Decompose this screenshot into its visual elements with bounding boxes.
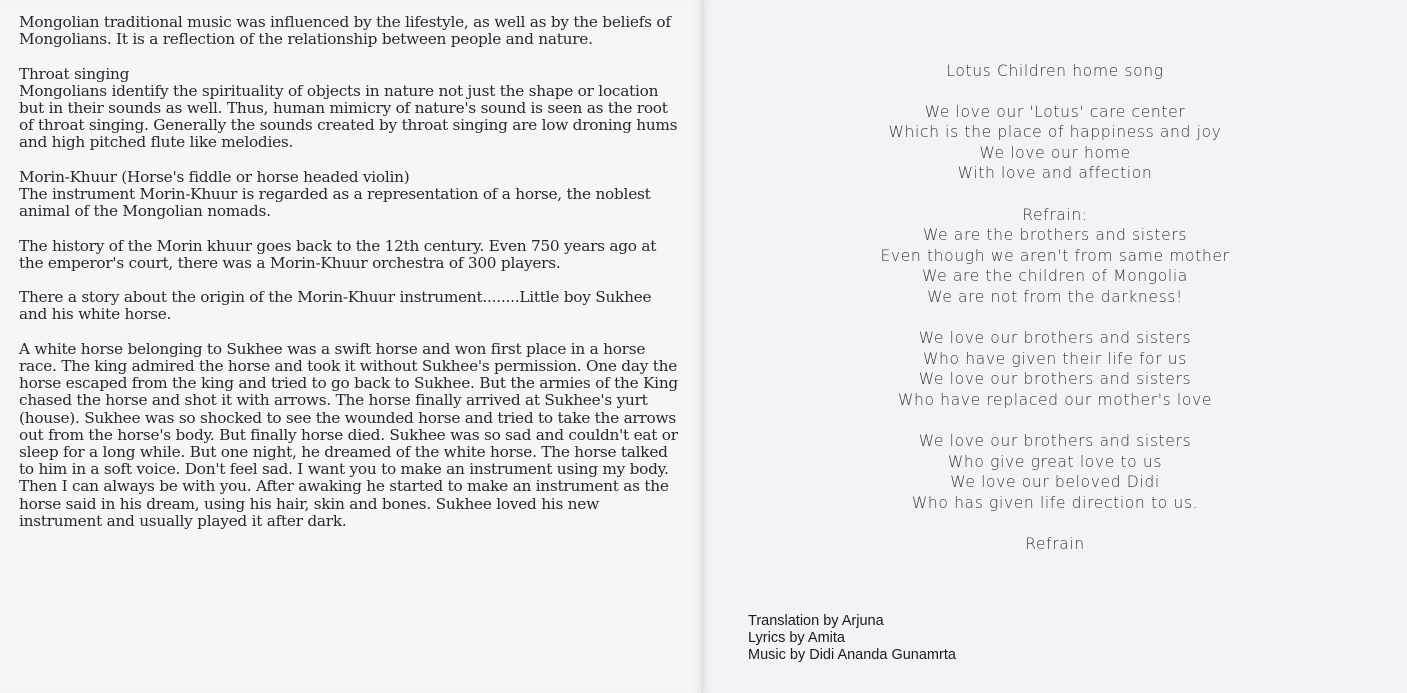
lyric-line: We love our brothers and sisters [918,432,1192,450]
lyric-line: We love our 'Lotus' care center [924,102,1186,121]
stanza-final-refrain [703,534,1407,555]
intro-paragraph: Mongolian traditional music was influenced by the lifestyle, as well as by the beliefs of Mongolians. It is a reflection of the relationship between people and nature. [19,13,671,49]
translation-credit: Translation by Arjuna [748,613,884,629]
morin-khuur-section [19,169,679,221]
lyric-line: Who have given their life for us [923,349,1187,368]
stanza-4 [703,431,1407,513]
left-page [0,0,703,693]
lyrics-credit: Lyrics by Amita [748,630,845,646]
stanza-refrain [703,205,1407,308]
throat-singing-section [19,66,679,152]
refrain-label: Refrain [1025,535,1085,553]
lyric-line: We are not from the darkness! [927,287,1183,306]
credits [748,613,956,664]
lyric-line: We are the brothers and sisters [922,226,1188,244]
lyric-line: Which is the place of happiness and joy [888,123,1222,141]
lyric-line: Who has given life direction to us. [911,493,1199,512]
right-page [703,0,1407,693]
story-paragraph: A white horse belonging to Sukhee was a swift horse and won first place in a horse race. The king admired the horse and took it without Sukhee's permission. One day the horse escaped from the king and tried to go back to Sukhee. But the armies of the King chased the horse and shot it with arrows. The horse finally arrived at Sukhee's yurt (house). Sukhee was so shocked to see the wounded horse and tried to take the arrows out from the horse's body. But finally horse died. Sukhee was so sad and couldn't eat or sleep for a long while. But one night, he dreamed of the white horse. The horse talked to him in a soft voice. Don't feel sad. I want you to make an instrument using my body. Then I can always be with you. After awaking he started to make an instrument as the horse said in his dream, using his hair, skin and bones. Sukhee loved his new instrument and usually played it after dark. [19,339,678,530]
lyric-line: We are the children of Mongolia [922,267,1188,285]
throat-singing-text: Mongolians identify the spirituality of objects in nature not just the shape or location but in their sounds as well. Thus, human mimicry of nature's sound is seen as the root of throat singing. Generally the sounds created by throat singing are low droning hums and high pitched flute like melodies. [19,81,678,152]
lyric-line: We love our home [979,143,1131,162]
refrain-label: Refrain: [1022,205,1088,224]
lyric-line: Who give great love to us [947,452,1163,471]
lyric-line: We love our brothers and sisters [918,370,1192,388]
history-text [19,14,679,547]
stanza-3 [703,328,1407,410]
history-paragraph: The history of the Morin khuur goes back to the 12th century. Even 750 years ago at the emperor's court, there was a Morin-Khuur orchestra of 300 players. [19,236,657,272]
song-lyrics [703,61,1407,576]
lyric-line: We love our beloved Didi [950,473,1160,491]
story-intro-paragraph: There a story about the origin of the Morin-Khuur instrument........Little boy Sukhee and his white horse. [19,288,652,324]
throat-singing-heading: Throat singing [19,64,130,83]
lyric-line: Who have replaced our mother's love [897,390,1213,409]
lyric-line: With love and affection [957,164,1153,182]
lyric-line: We love our brothers and sisters [918,329,1192,347]
song-title: Lotus Children home song [946,62,1164,80]
morin-khuur-heading: Morin-Khuur (Horse's fiddle or horse headed violin) [19,167,410,186]
lyric-line: Even though we aren't from same mother [880,246,1230,265]
stanza-1 [703,102,1407,184]
music-credit: Music by Didi Ananda Gunamrta [748,647,956,663]
morin-khuur-text: The instrument Morin-Khuur is regarded as a representation of a horse, the noblest animal of the Mongolian nomads. [19,185,651,221]
